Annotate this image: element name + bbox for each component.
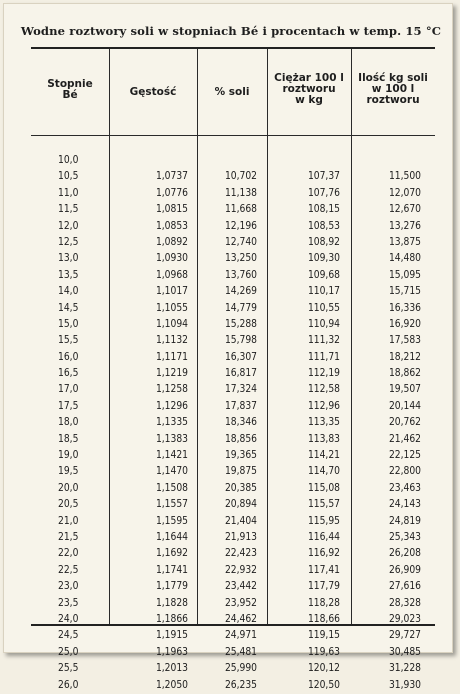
table-cell: 27,616 (388, 581, 421, 593)
table-cell: 1,1828 (155, 597, 188, 609)
table-cell: 11,0 (58, 187, 79, 199)
table-cell: 16,5 (58, 368, 79, 380)
table-cell (351, 153, 435, 169)
table-cell: 1,1741 (155, 564, 188, 576)
table-cell: 22,423 (224, 548, 257, 560)
table-cell: 21,404 (224, 515, 257, 527)
table-cell: 26,909 (388, 564, 421, 576)
table-cell: 18,0 (58, 417, 79, 429)
table-cell: 112,96 (307, 400, 340, 412)
table-cell: 1,1508 (155, 482, 188, 494)
table-cell: 22,800 (388, 466, 421, 478)
header-gestosc: Gęstość (129, 86, 177, 98)
table-cell: 10,5 (58, 171, 79, 183)
column-ciezar (267, 153, 351, 694)
table-cell: 16,817 (224, 368, 257, 380)
table-cell: 24,819 (388, 515, 421, 527)
table-cell: 108,92 (307, 236, 340, 248)
table-cell: 115,08 (307, 482, 340, 494)
table-cell: 109,30 (307, 253, 340, 265)
table-cell: 1,1963 (155, 646, 188, 658)
table-cell: 15,798 (224, 335, 257, 347)
table-cell: 16,336 (388, 302, 421, 314)
table-cell: 13,875 (388, 236, 421, 248)
table-cell: 25,481 (224, 646, 257, 658)
table-cell: 112,19 (307, 368, 340, 380)
column-ilosc-soli (351, 153, 435, 694)
table-cell: 16,307 (224, 351, 257, 363)
table-cell: 20,894 (224, 499, 257, 511)
table-cell: 25,5 (58, 663, 79, 675)
table-cell: 22,5 (58, 564, 79, 576)
table-cell: 117,41 (307, 564, 340, 576)
table-cell: 15,0 (58, 318, 79, 330)
table-cell: 1,1915 (155, 630, 188, 642)
table-cell: 1,1421 (155, 450, 188, 462)
header-ilosc-soli: Ilość kg soli w 100 l roztworu (358, 72, 428, 106)
table-cell: 1,2013 (155, 663, 188, 675)
table-cell: 23,463 (388, 482, 421, 494)
table-cell: 10,0 (58, 155, 79, 166)
table-cell: 108,15 (307, 204, 340, 216)
table-cell (109, 153, 197, 169)
table-cell: 118,66 (307, 613, 340, 625)
table-cell: 23,0 (58, 581, 79, 593)
table-cell: 1,0968 (155, 269, 188, 281)
table-cell: 23,5 (58, 597, 79, 609)
table-cell: 112,58 (307, 384, 340, 396)
table-cell: 17,0 (58, 384, 79, 396)
table-cell: 12,196 (224, 220, 257, 232)
table-cell: 20,144 (388, 400, 421, 412)
table-cell: 25,0 (58, 646, 79, 658)
table-cell: 1,0776 (155, 187, 188, 199)
table-cell: 17,837 (224, 400, 257, 412)
table-cell: 13,0 (58, 253, 79, 265)
table-cell (197, 153, 267, 169)
table-cell: 15,5 (58, 335, 79, 347)
table-cell: 111,32 (307, 335, 340, 347)
header-stopnie-be: Stopnie Bé (47, 78, 93, 101)
header-procent-soli: % soli (214, 86, 250, 98)
table-cell: 18,856 (224, 433, 257, 445)
table-cell: 1,1219 (155, 368, 188, 380)
table-cell: 22,0 (58, 548, 79, 560)
table-cell: 15,288 (224, 318, 257, 330)
table-cell: 114,21 (307, 450, 340, 462)
salt-solution-table (31, 47, 435, 691)
table-cell: 15,095 (388, 269, 421, 281)
table-cell: 18,346 (224, 417, 257, 429)
table-cell: 25,343 (388, 531, 421, 543)
table-cell: 17,324 (224, 384, 257, 396)
table-cell: 111,71 (307, 351, 340, 363)
table-cell: 13,276 (388, 220, 421, 232)
table-cell: 11,668 (224, 204, 257, 216)
table-cell: 26,208 (388, 548, 421, 560)
column-stopnie-be (31, 153, 109, 694)
table-cell: 1,0737 (155, 171, 188, 183)
page-sheet (3, 3, 453, 691)
table-cell: 31,228 (388, 663, 421, 675)
table-cell: 20,5 (58, 499, 79, 511)
table-cell: 14,480 (388, 253, 421, 265)
table-cell: 12,0 (58, 220, 79, 232)
table-cell: 18,212 (388, 351, 421, 363)
table-cell: 13,5 (58, 269, 79, 281)
table-cell: 24,971 (224, 630, 257, 642)
table-cell: 113,83 (307, 433, 340, 445)
table-cell: 21,0 (58, 515, 79, 527)
table-cell: 19,5 (58, 466, 79, 478)
table-cell: 116,92 (307, 548, 340, 560)
table-cell: 110,55 (307, 302, 340, 314)
table-cell: 22,125 (388, 450, 421, 462)
column-gestosc (109, 153, 197, 694)
table-cell: 20,762 (388, 417, 421, 429)
table-cell: 18,5 (58, 433, 79, 445)
table-cell: 11,138 (224, 187, 257, 199)
table-cell: 1,1055 (155, 302, 188, 314)
header-ciezar: Ciężar 100 l roztworu w kg (274, 72, 344, 106)
table-cell: 11,5 (58, 204, 79, 216)
table-cell: 13,250 (224, 253, 257, 265)
table-cell: 1,1595 (155, 515, 188, 527)
table-cell: 115,95 (307, 515, 340, 527)
table-cell: 1,1866 (155, 613, 188, 625)
table-cell: 29,727 (388, 630, 421, 642)
table-cell: 24,0 (58, 613, 79, 625)
table-cell: 115,57 (307, 499, 340, 511)
table-cell: 108,53 (307, 220, 340, 232)
table-cell: 1,0815 (155, 204, 188, 216)
table-cell: 1,1258 (155, 384, 188, 396)
table-cell: 1,1017 (155, 286, 188, 298)
table-cell: 11,500 (388, 171, 421, 183)
table-cell: 119,63 (307, 646, 340, 658)
table-cell: 19,365 (224, 450, 257, 462)
table-cell: 119,15 (307, 630, 340, 642)
table-cell: 22,932 (224, 564, 257, 576)
table-cell: 12,670 (388, 204, 421, 216)
table-cell: 19,875 (224, 466, 257, 478)
table-cell: 20,385 (224, 482, 257, 494)
table-cell: 1,1335 (155, 417, 188, 429)
table-cell: 24,143 (388, 499, 421, 511)
table-cell: 23,952 (224, 597, 257, 609)
table-cell: 114,70 (307, 466, 340, 478)
table-cell: 116,44 (307, 531, 340, 543)
table-cell: 107,37 (307, 171, 340, 183)
table-cell: 117,79 (307, 581, 340, 593)
table-cell: 113,35 (307, 417, 340, 429)
column-procent-soli (197, 153, 267, 694)
table-cell: 1,1470 (155, 466, 188, 478)
table-cell: 1,1557 (155, 499, 188, 511)
table-cell: 24,462 (224, 613, 257, 625)
table-cell: 109,68 (307, 269, 340, 281)
table-cell: 12,5 (58, 236, 79, 248)
table-cell: 31,930 (388, 679, 421, 691)
table-cell: 1,1383 (155, 433, 188, 445)
header-divider (31, 135, 435, 136)
table-cell: 17,583 (388, 335, 421, 347)
table-cell: 1,1094 (155, 318, 188, 330)
table-cell: 120,12 (307, 663, 340, 675)
table-cell: 1,1644 (155, 531, 188, 543)
table-cell: 1,1296 (155, 400, 188, 412)
table-cell: 17,5 (58, 400, 79, 412)
table-cell: 14,5 (58, 302, 79, 314)
table-cell: 107,76 (307, 187, 340, 199)
table-cell: 19,0 (58, 450, 79, 462)
table-cell: 19,507 (388, 384, 421, 396)
table-cell: 1,2050 (155, 679, 188, 691)
table-cell: 1,0892 (155, 236, 188, 248)
table-cell: 14,779 (224, 302, 257, 314)
table-cell: 110,17 (307, 286, 340, 298)
table-cell: 1,1171 (155, 351, 188, 363)
table-cell: 28,328 (388, 597, 421, 609)
table-cell: 12,740 (224, 236, 257, 248)
table-cell: 1,0930 (155, 253, 188, 265)
table-cell: 21,913 (224, 531, 257, 543)
table-cell: 14,0 (58, 286, 79, 298)
table-cell: 21,5 (58, 531, 79, 543)
table-cell: 29,023 (388, 613, 421, 625)
table-cell: 1,0853 (155, 220, 188, 232)
table-cell: 23,442 (224, 581, 257, 593)
table-cell: 13,760 (224, 269, 257, 281)
table-cell: 30,485 (388, 646, 421, 658)
table-cell: 1,1779 (155, 581, 188, 593)
table-cell: 16,920 (388, 318, 421, 330)
table-cell (267, 153, 351, 169)
table-cell: 16,0 (58, 351, 79, 363)
table-cell: 18,862 (388, 368, 421, 380)
table-cell: 118,28 (307, 597, 340, 609)
table-cell: 25,990 (224, 663, 257, 675)
table-cell: 14,269 (224, 286, 257, 298)
table-cell: 26,0 (58, 679, 79, 691)
table-cell: 110,94 (307, 318, 340, 330)
table-cell: 24,5 (58, 630, 79, 642)
table-cell: 20,0 (58, 482, 79, 494)
table-cell: 1,1692 (155, 548, 188, 560)
table-cell: 21,462 (388, 433, 421, 445)
table-cell: 12,070 (388, 187, 421, 199)
table-title: Wodne roztwory soli w stopniach Bé i procentach w temp. 15 °C (20, 24, 442, 38)
table-cell: 15,715 (388, 286, 421, 298)
table-cell: 120,50 (307, 679, 340, 691)
table-cell: 10,702 (224, 171, 257, 183)
table-cell: 1,1132 (155, 335, 188, 347)
table-cell: 26,235 (224, 679, 257, 691)
